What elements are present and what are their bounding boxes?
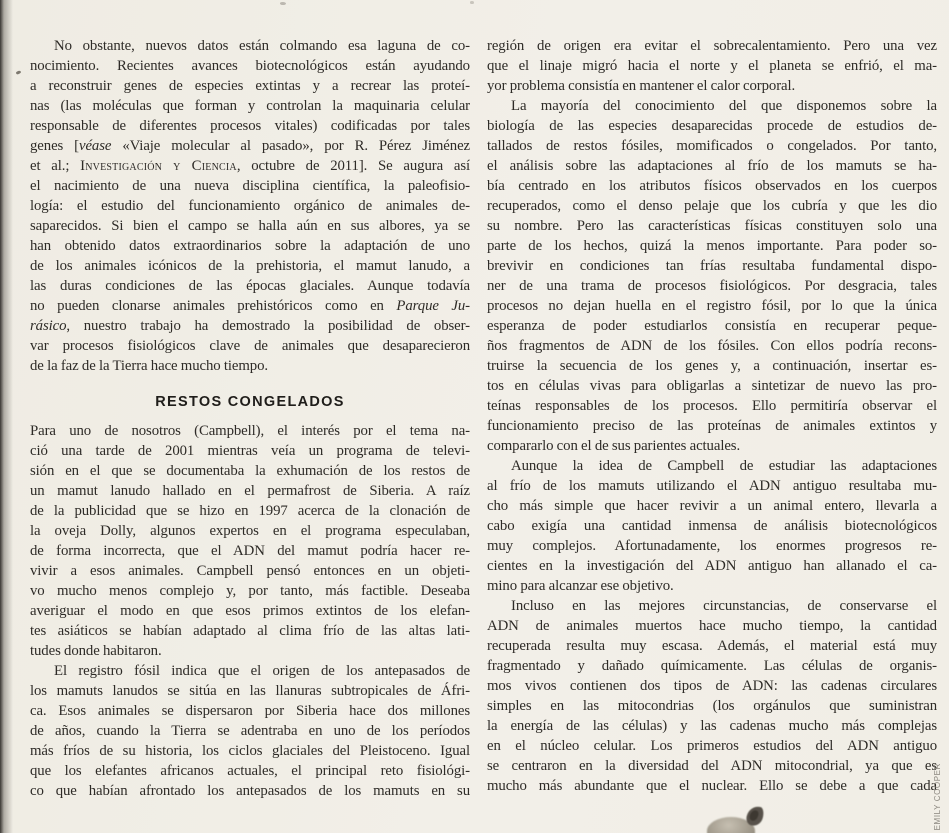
text-line: El registro fósil indica que el origen de los antepasados de [54,663,470,679]
text-line: recuperados, como el denso pelaje que los cubría y que les dio [487,198,937,214]
text-line: La mayoría del conocimiento del que disponemos sobre la [511,98,937,114]
text-line: nas (las moléculas que forman y controlan la maquinaria celular [30,98,470,114]
text-line: brevivir en condiciones tan frías resultaba fundamental dispo- [487,258,937,274]
text-line: de los animales icónicos de la prehistoria, el mamut lanudo, a [30,258,470,274]
text-line: averiguar el modo en que esos primos extintos de los elefan- [30,603,470,619]
text-line: esperanza de poder estudiarlos consistía en recuperar peque- [487,318,937,334]
column-right [487,36,937,796]
text-line: de forma incorrecta, que el ADN del mamut podría hacer re- [30,543,470,559]
text-line: un mamut lanudo hallado en el permafrost de Siberia. A raíz [30,483,470,499]
text-line: logía: el estudio del funcionamiento orgánico de animales de- [30,198,470,214]
text-line: cientes en la investigación del ADN antiguo han allanado el ca- [487,558,937,574]
paragraph [30,661,470,801]
text-line: la energía de las células) y las cadenas mucho más complejas [487,718,937,734]
text-line: tudes donde habitaron. [30,643,162,659]
text-line: co que habían afrontado los antepasados de los mamuts en su [30,783,470,799]
text-line: funcionamiento preciso de las proteínas de animales extintos y [487,418,937,434]
text-line: vivir a esos animales. Campbell pensó entonces en un objeti- [30,563,470,579]
scan-speck [16,70,22,75]
text-line: vo mucho menos complejo y, por tanto, más factible. Deseaba [30,583,470,599]
text-line: procesos no dejan huella en el registro fósil, por lo que la única [487,298,937,314]
text-line: Aunque la idea de Campbell de estudiar las adaptaciones [511,458,937,474]
text-line: responsable de diferentes procesos vitales) codificadas por tales [30,118,470,134]
text-line: mos vivos contienen dos tipos de ADN: las cadenas circulares [487,678,937,694]
text-line: var procesos fisiológicos clave de animales que desaparecieron [30,338,470,354]
text-line: bía centrado en los atributos físicos observados en los cuerpos [487,178,937,194]
text-line: ner de una trama de procesos fisiológicos. Por desgracia, tales [487,278,937,294]
cropped-illustration-fragment [690,800,780,833]
text-line: de la publicidad que se hizo en 1997 acerca de la clonación de [30,503,470,519]
text-line: ció una tarde de 2001 mientras veía un programa de televi- [30,443,470,459]
paragraph [487,36,937,96]
text-line: el nacimiento de una nueva disciplina científica, la paleofisio- [30,178,470,194]
paragraph [487,596,937,796]
text-line: de años, cuando la Tierra se adentraba en uno de los períodos [30,723,470,739]
text-line: que los elefantes africanos actuales, el principal reto fisiológi- [30,763,470,779]
text-line: yor problema consistía en mantener el calor corporal. [487,78,796,94]
text-line: su nombre. Pero las características físicas constituyen solo una [487,218,937,234]
text-line: truirse la secuencia de los genes y, a continuación, insertar es- [487,358,937,374]
scan-speck [470,1,474,4]
text-line: no pueden clonarse animales prehistóricos como en Parque Ju- [30,298,470,314]
text-line: cabo exigía una cantidad inmensa de análisis biotecnológicos [487,518,937,534]
text-line: ADN de animales muertos hace mucho tiempo, la cantidad [487,618,937,634]
text-line: parte de los hechos, quizá la menos importante. Para poder so- [487,238,937,254]
scan-speck [280,2,286,5]
text-line: Incluso en las mejores circunstancias, de conservarse el [511,598,937,614]
paragraph [30,421,470,661]
text-line: sión en el que se documentaba la exhumación de los restos de [30,463,470,479]
text-line: cho más simple que hacer revivir a un animal entero, llevarla a [487,498,937,514]
text-line: Para uno de nosotros (Campbell), el interés por el tema na- [30,423,470,439]
text-line: la oveja Dolly, algunos expertos en el programa especulaban, [30,523,470,539]
text-line: No obstante, nuevos datos están colmando esa laguna de co- [54,38,470,54]
text-line: que el linaje migró hacia el norte y el planeta se enfrió, el ma- [487,58,937,74]
text-line: las duras condiciones de las épocas glaciales. Aunque todavía [30,278,470,294]
column-left [30,36,470,801]
text-line: biología de las especies desaparecidas procede de estudios de- [487,118,937,134]
text-line: et al.; Investigación y Ciencia, octubre de 2011]. Se augura así [30,158,470,174]
paragraph [487,456,937,596]
text-line: tos en células vivas para obligarlas a sintetizar de nuevo las pro- [487,378,937,394]
text-line: recuperada resulta muy escasa. Además, el material está muy [487,638,937,654]
text-line: más fríos de su historia, los ciclos glaciales del Pleistoceno. Igual [30,743,470,759]
section-heading: RESTOS CONGELADOS [155,394,345,410]
text-line: se centraron en la diversidad del ADN mitocondrial, ya que es [487,758,937,774]
text-line: simples en las mitocondrias (los orgánulos que suministran [487,698,937,714]
text-line: mucho más abundante que el nuclear. Ello se debe a que cada [487,778,937,794]
paragraph [30,36,470,376]
text-line: de la faz de la Tierra hace mucho tiempo. [30,358,268,374]
text-line: los mamuts lanudos se sitúa en las llanuras subtropicales de Áfri- [30,683,470,699]
text-line: fragmentado y dañado químicamente. Las células de organis- [487,658,937,674]
text-line: región de origen era evitar el sobrecalentamiento. Pero una vez [487,38,937,54]
text-line: ños fragmentos de ADN de los fósiles. Con ellos podría recons- [487,338,937,354]
text-line: teínas responsables de los procesos. Ello permitiría observar el [487,398,937,414]
text-line: saparecidos. Si bien el campo se halla aún en sus albores, ya se [30,218,470,234]
text-line: nocimiento. Recientes avances biotecnológicos están ayudando [30,58,470,74]
text-line: muy complejos. Afortunadamente, los enormes progresos re- [487,538,937,554]
scan-gutter-shadow [0,0,14,833]
text-line: tes asiáticos se habían adaptado al clima frío de las altas lati- [30,623,470,639]
text-line: tallados de restos fósiles, momificados o congelados. Por tanto, [487,138,937,154]
text-line: han obtenido datos extraordinarios sobre la adaptación de uno [30,238,470,254]
text-line: al frío de los mamuts utilizando el ADN antiguo resultaba mu- [487,478,937,494]
text-line: a reconstruir genes de especies extintas y a recrear las proteí- [30,78,470,94]
text-line: en el núcleo celular. Los primeros estudios del ADN antiguo [487,738,937,754]
text-line: mino para alcanzar ese objetivo. [487,578,674,594]
text-line: genes [véase «Viaje molecular al pasado», por R. Pérez Jiménez [30,138,470,154]
illustration-credit: EMILY COOPER [933,762,942,830]
text-line: ca. Esos animales se dispersaron por Siberia hace dos millones [30,703,470,719]
text-line: el análisis sobre las adaptaciones al frío de los mamuts se ha- [487,158,937,174]
paragraph [487,96,937,456]
text-line: compararlo con el de sus parientes actuales. [487,438,741,454]
text-line: rásico, nuestro trabajo ha demostrado la posibilidad de obser- [30,318,470,334]
